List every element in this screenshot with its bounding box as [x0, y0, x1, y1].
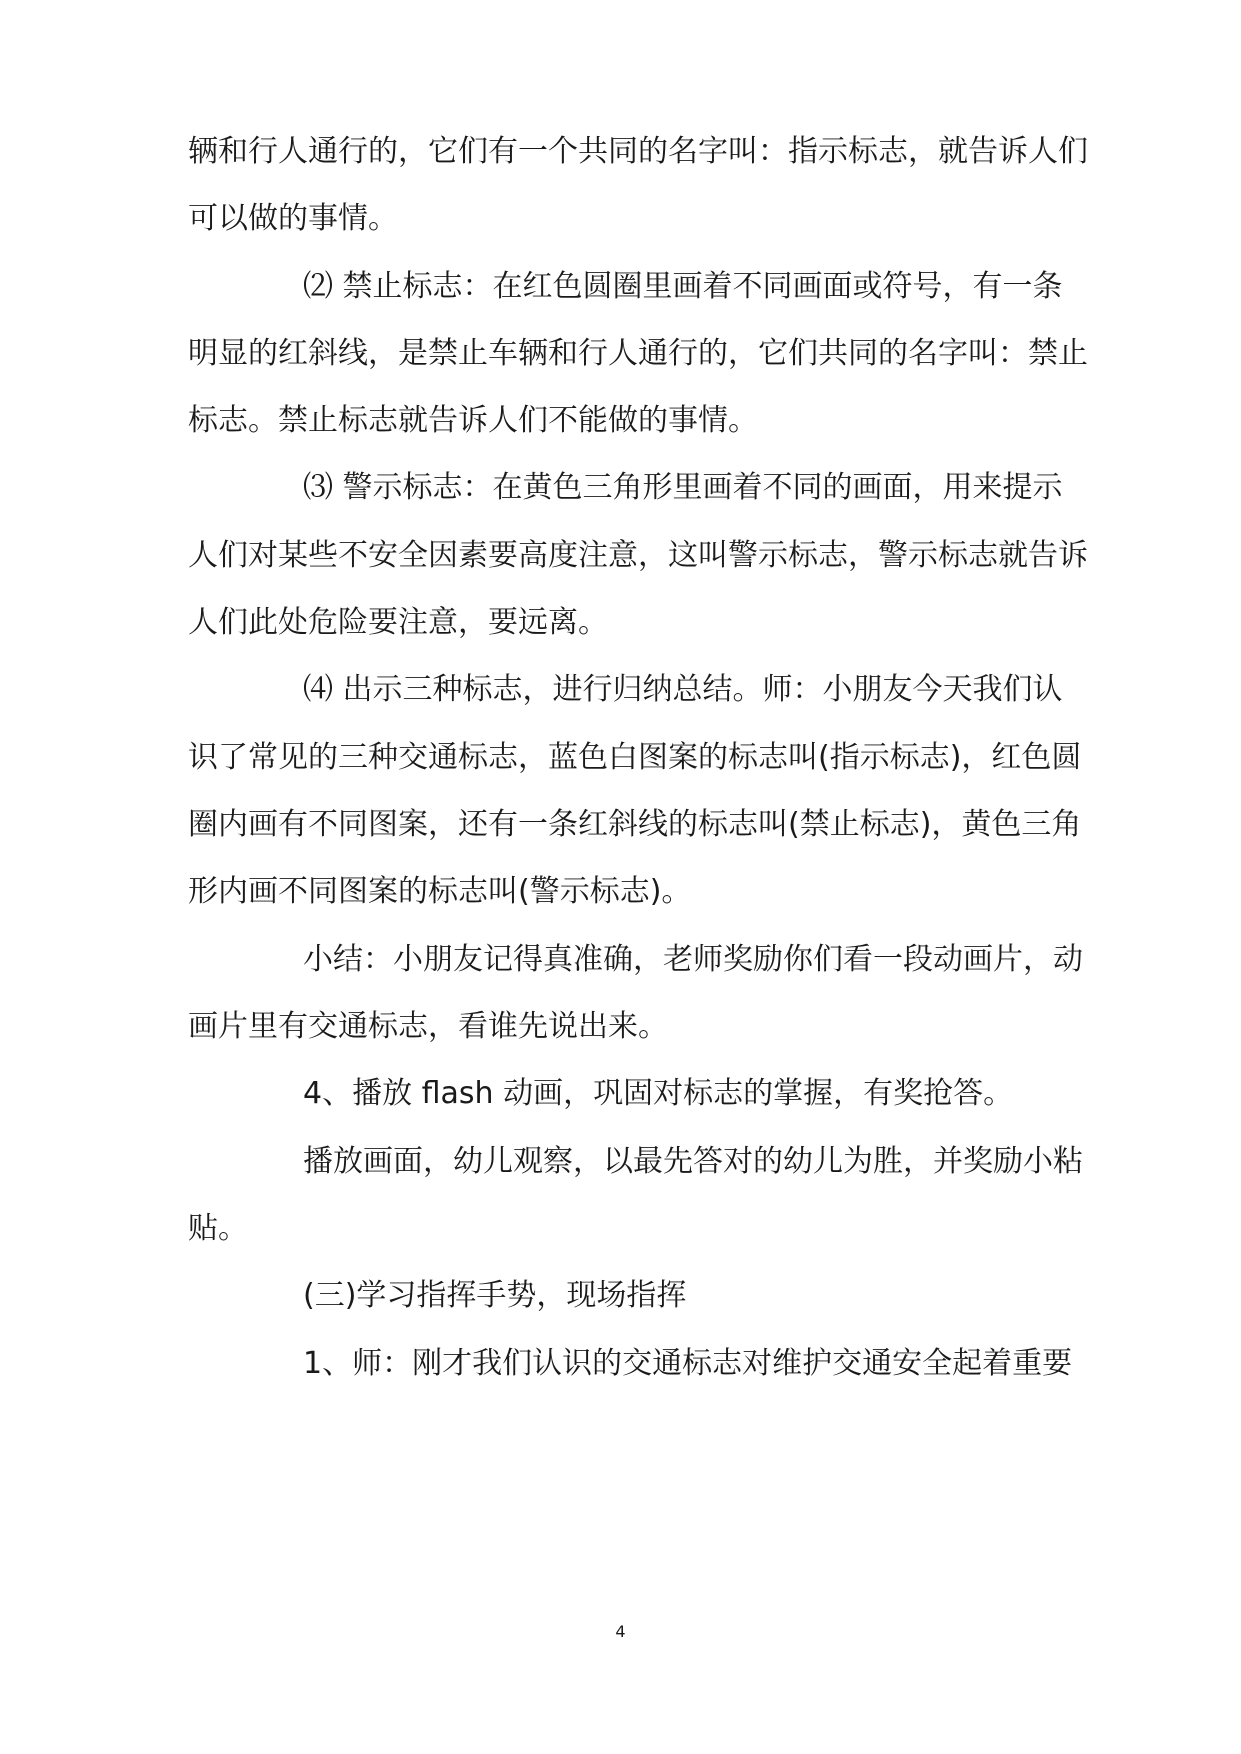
text-line-5: 标志。禁止标志就告诉人们不能做的事情。	[188, 403, 758, 438]
text-line-11: 圈内画有不同图案，还有一条红斜线的标志叫(禁止标志)，黄色三角	[188, 807, 1082, 842]
text-line-18: (三)学习指挥手势，现场指挥	[303, 1278, 687, 1313]
page-number: 4	[615, 1622, 626, 1641]
text-line-1: 辆和行人通行的，它们有一个共同的名字叫：指示标志，就告诉人们	[188, 134, 1088, 169]
text-line-2: 可以做的事情。	[188, 201, 398, 236]
text-line-17: 贴。	[188, 1211, 248, 1246]
text-line-9: ⑷ 出示三种标志，进行归纳总结。师：小朋友今天我们认	[303, 672, 1063, 707]
text-line-3: ⑵ 禁止标志：在红色圆圈里画着不同画面或符号，有一条	[303, 269, 1063, 304]
text-line-19: 1、师：刚才我们认识的交通标志对维护交通安全起着重要	[303, 1346, 1073, 1381]
text-line-13: 小结：小朋友记得真准确，老师奖励你们看一段动画片，动	[303, 942, 1083, 977]
text-line-6: ⑶ 警示标志：在黄色三角形里画着不同的画面，用来提示	[303, 470, 1063, 505]
text-line-4: 明显的红斜线，是禁止车辆和行人通行的，它们共同的名字叫：禁止	[188, 336, 1088, 371]
text-line-7: 人们对某些不安全因素要高度注意，这叫警示标志，警示标志就告诉	[188, 538, 1088, 573]
text-line-14: 画片里有交通标志，看谁先说出来。	[188, 1009, 668, 1044]
text-line-8: 人们此处危险要注意，要远离。	[188, 605, 608, 640]
text-line-15: 4、播放 flash 动画，巩固对标志的掌握，有奖抢答。	[303, 1076, 1014, 1111]
text-line-12: 形内画不同图案的标志叫(警示标志)。	[188, 874, 692, 909]
text-line-10: 识了常见的三种交通标志，蓝色白图案的标志叫(指示标志)，红色圆	[188, 740, 1082, 775]
text-line-16: 播放画面，幼儿观察，以最先答对的幼儿为胜，并奖励小粘	[303, 1144, 1083, 1179]
